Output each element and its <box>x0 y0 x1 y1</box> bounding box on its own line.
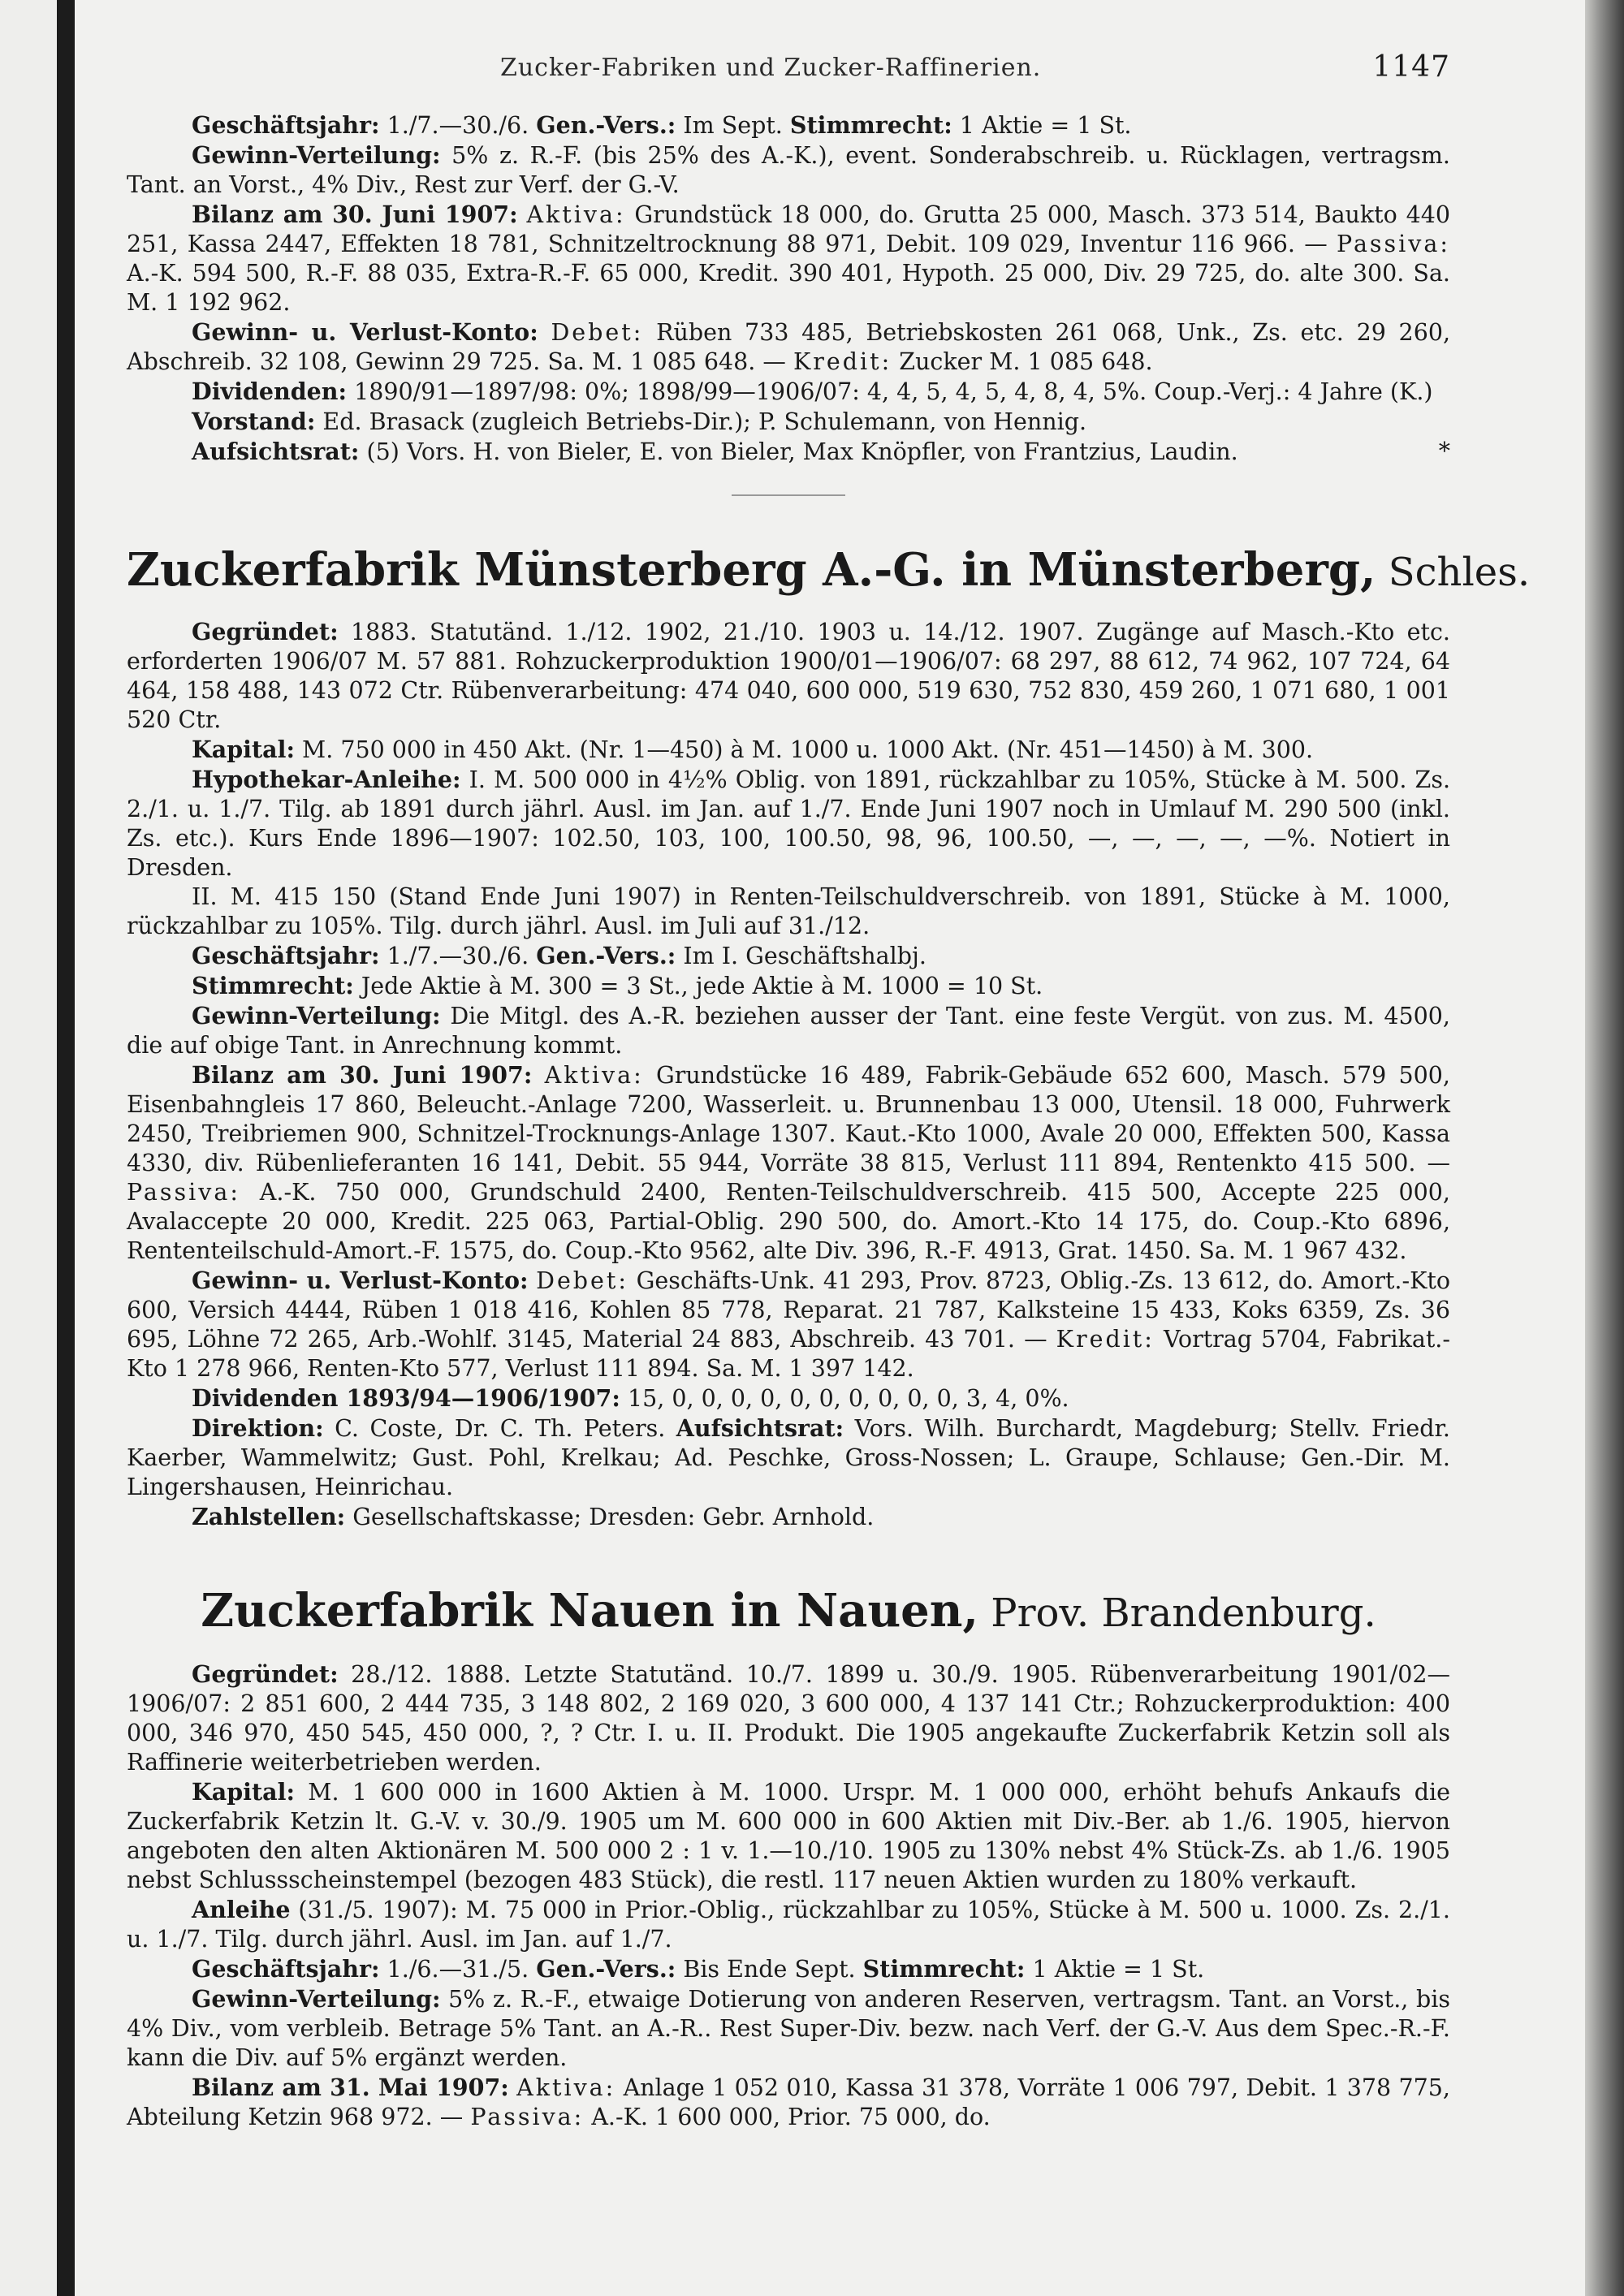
genvers-value: Im I. Geschäftshalbj. <box>676 943 926 969</box>
company-name: Zuckerfabrik Münsterberg A.-G. in Münsterberg, <box>127 543 1376 597</box>
page <box>127 50 1531 2132</box>
guv-label: Gewinn- u. Verlust-Konto: <box>192 318 538 346</box>
geschaeftsjahr-line <box>127 941 1450 971</box>
dividenden-text: 15, 0, 0, 0, 0, 0, 0, 0, 0, 0, 0, 3, 4, 0%. <box>620 1385 1069 1412</box>
gegruendet-label: Gegründet: <box>192 1660 339 1688</box>
vorstand-label: Vorstand: <box>192 408 316 435</box>
bilanz-label: Bilanz am 30. Juni 1907: <box>192 201 518 228</box>
kapital <box>127 735 1450 765</box>
previous-company-entry <box>127 110 1450 467</box>
stimmrecht <box>127 971 1450 1001</box>
geschaeftsjahr-label: Geschäftsjahr: <box>192 111 380 139</box>
company-heading <box>127 542 1531 601</box>
geschaeftsjahr-value: 1./7.—30./6. <box>379 943 537 969</box>
kredit-text: Zucker M. 1 085 648. <box>892 348 1153 375</box>
anleihe-label: Anleihe <box>192 1896 291 1923</box>
geschaeftsjahr-label: Geschäftsjahr: <box>192 1955 380 1983</box>
gewinn-verteilung-text: 5% z. R.-F., etwaige Dotierung von anderen Reserven, vertragsm. Tant. an Vorst., bis 4% Div., vom verbleib. Betrage 5% Tant. an A.-R.. Rest Super-Div. bezw. nach Verf. der G.-V. Aus dem Spec.-R.-F. kann die Div. auf 5% ergänzt werden. <box>127 1986 1450 2071</box>
anleihe-text: (31./5. 1907): M. 75 000 in Prior.-Oblig., rückzahlbar zu 105%, Stücke à M. 500 u. 1000. Zs. 2./1. u. 1./7. Tilg. durch jährl. Ausl. im Jan. auf 1./7. <box>127 1897 1450 1953</box>
gewinn-verteilung-label: Gewinn-Verteilung: <box>192 1985 441 2013</box>
direktion-aufsichtsrat <box>127 1413 1450 1502</box>
passiva-word: Passiva: <box>470 2104 585 2130</box>
bilanz <box>127 1060 1450 1266</box>
section-separator <box>732 494 845 496</box>
gewinn-verlust-konto <box>127 317 1450 377</box>
kredit-word: Kredit: <box>793 348 892 375</box>
left-page-edge <box>0 0 75 2296</box>
kapital-text: M. 1 600 000 in 1600 Aktien à M. 1000. Urspr. M. 1 000 000, erhöht behufs Ankaufs die Zuckerfabrik Ketzin lt. G.-V. v. 30./9. 1905 um M. 600 000 in 600 Aktien mit Div.-Ber. ab 1./6. 1905, hiervon angeboten den alten Aktionären M. 500 000 2 : 1 v. 1.—10./10. 1905 zu 130% nebst 4% Stück-Zs. ab 1./6. 1905 nebst Schlussscheinstempel (bezogen 483 Stück), die restl. 117 neuen Aktien wurden zu 180% verkauft. <box>127 1779 1450 1893</box>
dividenden <box>127 1383 1450 1413</box>
aktiva-text: Grundstück 18 000, do. Grutta 25 000, Masch. 373 514, Baukto 440 251, Kassa 2447, Effekten 18 781, Schnitzeltrocknung 88 971, Debit. 109 029, Inventur 116 966. — <box>127 201 1451 257</box>
direktion-text: C. Coste, Dr. C. Th. Peters. <box>323 1415 676 1442</box>
hypothekar-anleihe-text: I. M. 500 000 in 4½% Oblig. von 1891, rückzahlbar zu 105%, Stücke à M. 500. Zs. 2./1. u. 1./7. Tilg. ab 1891 durch jährl. Ausl. im Jan. auf 1./7. Ende Juni 1907 noch in Umlauf M. 290 500 (inkl. Zs. etc.). Kurs Ende 1896—1907: 102.50, 103, 100, 100.50, 98, 96, 100.50, —, —, —, —, —%. Notiert in Dresden. <box>127 766 1450 881</box>
stimmrecht-value: 1 Aktie = 1 St. <box>1025 1956 1205 1983</box>
company-entry-muensterberg <box>127 542 1531 1532</box>
aktiva-word: Aktiva: <box>544 1062 644 1089</box>
debet-text: Geschäfts-Unk. 41 293, Prov. 8723, Oblig.-Zs. 13 612, do. Amort.-Kto 600, Versich 4444, Rüben 1 018 416, Kohlen 85 778, Reparat. 21 787, Kalksteine 15 433, Koks 6359, Zs. 36 695, Löhne 72 265, Arb.-Wohlf. 3145, Material 24 883, Abschreib. 43 701. — <box>127 1267 1450 1353</box>
aufsichtsrat-label: Aufsichtsrat: <box>676 1414 844 1442</box>
bilanz-label: Bilanz am 30. Juni 1907: <box>192 1061 533 1089</box>
hypothekar-anleihe-label: Hypothekar-Anleihe: <box>192 766 461 793</box>
debet-word: Debet: <box>536 1267 628 1294</box>
passiva-word: Passiva: <box>127 1179 240 1206</box>
gewinn-verteilung-label: Gewinn-Verteilung: <box>192 141 441 169</box>
geschaeftsjahr-line <box>127 110 1450 140</box>
gewinn-verteilung-text: 5% z. R.-F. (bis 25% des A.-K.), event. Sonderabschreib. u. Rücklagen, vertragsm. Tant. an Vorst., 4% Div., Rest zur Verf. der G.-V. <box>127 142 1450 198</box>
asterisk-mark: * <box>1438 438 1450 464</box>
stimmrecht-text: Jede Aktie à M. 300 = 3 St., jede Aktie à M. 1000 = 10 St. <box>353 973 1043 999</box>
right-page-edge <box>1585 0 1624 2296</box>
stimmrecht-value: 1 Aktie = 1 St. <box>952 112 1132 139</box>
dividenden <box>127 377 1450 407</box>
dividenden-label: Dividenden: <box>192 378 348 405</box>
gewinn-verteilung-text: Die Mitgl. des A.-R. beziehen ausser der Tant. eine feste Vergüt. von zus. M. 4500, die auf obige Tant. in Anrechnung kommt. <box>127 1003 1450 1059</box>
passiva-word: Passiva: <box>1337 231 1450 257</box>
gegruendet <box>127 617 1450 735</box>
kapital-label: Kapital: <box>192 736 295 763</box>
binding-shadow <box>57 0 75 2296</box>
gegruendet-text: 28./12. 1888. Letzte Statutänd. 10./7. 1899 u. 30./9. 1905. Rübenverarbeitung 1901/02—1906/07: 2 851 600, 2 444 735, 3 148 802, 2 169 020, 3 600 000, 4 137 141 Ctr.; Rohzuckerproduktion: 400 000, 346 970, 450 545, 450 000, ?, ? Ctr. I. u. II. Produkt. Die 1905 angekaufte Zuckerfabrik Ketzin soll als Raffinerie weiterbetrieben werden. <box>127 1661 1450 1776</box>
company-region: Schles. <box>1376 550 1531 595</box>
genvers-value: Im Sept. <box>676 112 790 139</box>
gegruendet-label: Gegründet: <box>192 618 339 645</box>
geschaeftsjahr-line <box>127 1954 1450 1984</box>
zahlstellen-text: Gesellschaftskasse; Dresden: Gebr. Arnhold. <box>345 1504 875 1530</box>
aktiva-word: Aktiva: <box>516 2074 616 2101</box>
company-heading <box>127 1582 1450 1642</box>
running-head <box>127 50 1450 91</box>
gegruendet <box>127 1659 1450 1777</box>
zahlstellen-label: Zahlstellen: <box>192 1503 346 1530</box>
kredit-word: Kredit: <box>1056 1326 1155 1353</box>
passiva-text: A.-K. 594 500, R.-F. 88 035, Extra-R.-F. 65 000, Kredit. 390 401, Hypoth. 25 000, Div. 29 725, do. alte 300. Sa. M. 1 192 962. <box>127 260 1450 316</box>
hypothekar-anleihe <box>127 765 1450 883</box>
aufsichtsrat-text: Vors. Wilh. Burchardt, Magdeburg; Stellv. Friedr. Kaerber, Wammelwitz; Gust. Pohl, Krelkau; Ad. Peschke, Gross-Nossen; L. Graupe, Schlause; Gen.-Dir. M. Lingershausen, Heinrichau. <box>127 1415 1450 1500</box>
hypothekar-anleihe-ii: II. M. 415 150 (Stand Ende Juni 1907) in Renten-Teilschuldverschreib. von 1891, Stücke à M. 1000, rückzahlbar zu 105%. Tilg. durch jährl. Ausl. im Juli auf 31./12. <box>127 883 1450 939</box>
geschaeftsjahr-value: 1./7.—30./6. <box>379 112 537 139</box>
direktion-label: Direktion: <box>192 1414 324 1442</box>
anleihe <box>127 1895 1450 1954</box>
company-entry-nauen <box>127 1582 1450 2132</box>
stimmrecht-label: Stimmrecht: <box>862 1955 1026 1983</box>
kapital-label: Kapital: <box>192 1778 295 1806</box>
aufsichtsrat-text: (5) Vors. H. von Bieler, E. von Bieler, Max Knöpfler, von Frantzius, Laudin. <box>359 438 1238 465</box>
guv-label: Gewinn- u. Verlust-Konto: <box>192 1267 529 1294</box>
genvers-label: Gen.-Vers.: <box>536 942 676 969</box>
company-name: Zuckerfabrik Nauen in Nauen, <box>201 1584 979 1638</box>
aufsichtsrat <box>127 437 1450 467</box>
gewinn-verteilung <box>127 1001 1450 1060</box>
vorstand <box>127 407 1450 437</box>
page-number: 1147 <box>1372 50 1450 84</box>
geschaeftsjahr-value: 1./6.—31./5. <box>379 1956 537 1983</box>
company-region: Prov. Brandenburg. <box>978 1590 1376 1636</box>
bilanz-label: Bilanz am 31. Mai 1907: <box>192 2074 509 2101</box>
gewinn-verlust-konto <box>127 1266 1450 1383</box>
aktiva-text: Anlage 1 052 010, Kassa 31 378, Vorräte 1 006 797, Debit. 1 378 775, Abteilung Ketzin 968 972. — <box>127 2074 1450 2130</box>
gewinn-verteilung <box>127 1984 1450 2073</box>
dividenden-text: 1890/91—1897/98: 0%; 1898/99—1906/07: 4, 4, 5, 4, 5, 4, 8, 4, 5%. Coup.-Verj.: 4 Jahre (K.) <box>347 378 1433 405</box>
aktiva-text: Grundstücke 16 489, Fabrik-Gebäude 652 600, Masch. 579 500, Eisenbahngleis 17 860, Beleucht.-Anlage 7200, Wasserleit. u. Brunnenbau 13 000, Utensil. 18 000, Fuhrwerk 2450, Treibriemen 900, Schnitzel-Trocknungs-Anlage 1307. Kaut.-Kto 1000, Avale 20 000, Effekten 500, Kassa 4330, div. Rübenlieferanten 16 141, Debit. 55 944, Vorräte 38 815, Verlust 111 894, Rentenkto 415 500. — <box>127 1062 1450 1176</box>
vorstand-text: Ed. Brasack (zugleich Betriebs-Dir.); P. Schulemann, von Hennig. <box>315 408 1087 435</box>
debet-text: Rüben 733 485, Betriebskosten 261 068, Unk., Zs. etc. 29 260, Abschreib. 32 108, Gewinn 29 725. Sa. M. 1 085 648. — <box>127 319 1451 375</box>
passiva-text: A.-K. 1 600 000, Prior. 75 000, do. <box>584 2104 991 2130</box>
genvers-value: Bis Ende Sept. <box>676 1956 863 1983</box>
stimmrecht-label: Stimmrecht: <box>789 111 952 139</box>
aktiva-word: Aktiva: <box>526 201 626 228</box>
aufsichtsrat-label: Aufsichtsrat: <box>192 438 360 465</box>
gegruendet-text: 1883. Statutänd. 1./12. 1902, 21./10. 1903 u. 14./12. 1907. Zugänge auf Masch.-Kto etc. erforderten 1906/07 M. 57 881. Rohzuckerproduktion 1900/01—1906/07: 68 297, 88 612, 74 962, 107 724, 64 464, 158 488, 143 072 Ctr. Rübenverarbeitung: 474 040, 600 000, 519 630, 752 830, 459 260, 1 071 680, 1 001 520 Ctr. <box>127 619 1450 733</box>
kapital-text: M. 750 000 in 450 Akt. (Nr. 1—450) à M. 1000 u. 1000 Akt. (Nr. 451—1450) à M. 300. <box>294 736 1314 763</box>
bilanz <box>127 2073 1450 2132</box>
bilanz <box>127 200 1450 317</box>
kapital <box>127 1777 1450 1895</box>
genvers-label: Gen.-Vers.: <box>536 1955 676 1983</box>
gewinn-verteilung-label: Gewinn-Verteilung: <box>192 1002 441 1029</box>
passiva-text: A.-K. 750 000, Grundschuld 2400, Renten-Teilschuldverschreib. 415 500, Accepte 225 000, Avalaccepte 20 000, Kredit. 225 063, Partial-Oblig. 290 500, do. Amort.-Kto 14 175, do. Coup.-Kto 6896, Rententeilschuld-Amort.-F. 1575, do. Coup.-Kto 9562, alte Div. 396, R.-F. 4913, Grat. 1450. Sa. M. 1 967 432. <box>127 1179 1450 1264</box>
kredit-text: Vortrag 5704, Fabrikat.-Kto 1 278 966, Renten-Kto 577, Verlust 111 894. Sa. M. 1 397 142. <box>127 1326 1450 1382</box>
gewinn-verteilung <box>127 140 1450 200</box>
genvers-label: Gen.-Vers.: <box>536 111 676 139</box>
debet-word: Debet: <box>551 319 644 346</box>
geschaeftsjahr-label: Geschäftsjahr: <box>192 942 380 969</box>
running-head-title: Zucker-Fabriken und Zucker-Raffinerien. <box>500 54 1042 82</box>
zahlstellen <box>127 1502 1450 1532</box>
stimmrecht-label: Stimmrecht: <box>192 972 354 999</box>
dividenden-label: Dividenden 1893/94—1906/1907: <box>192 1384 620 1412</box>
